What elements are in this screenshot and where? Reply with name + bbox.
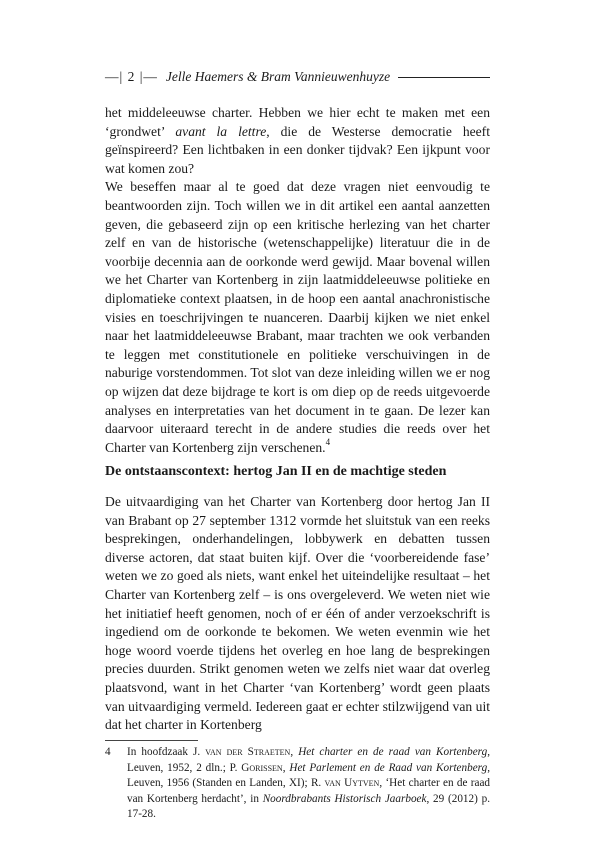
footnote-text bbox=[127, 745, 490, 823]
paragraph-1-italic: avant la lettre bbox=[175, 123, 267, 139]
paragraph-1-text-a: het middeleeuwse charter. Hebben we hier echt te maken met een ‘grondwet’ bbox=[105, 105, 490, 139]
footnote-ref-4[interactable]: 4 bbox=[325, 437, 331, 448]
fn-author-3: R. van Uytven bbox=[310, 777, 380, 789]
fn-author-2: P. Gorissen bbox=[229, 761, 283, 774]
footnote-rule bbox=[105, 740, 198, 741]
fn-title-1: Het charter en de raad van Kortenberg bbox=[298, 746, 488, 758]
page-number: —| 2 |— bbox=[105, 69, 158, 84]
fn-text-6: , ‘Het charter en de raad van Kortenberg herdacht’, in bbox=[127, 777, 491, 805]
fn-title-2: Het Parlement en de Raad van Kortenberg bbox=[289, 761, 488, 774]
intro-text bbox=[105, 104, 490, 457]
header-rule bbox=[398, 77, 490, 78]
footnote-4 bbox=[105, 745, 490, 823]
fn-text-1: In hoofdzaak bbox=[127, 746, 194, 758]
paragraph-1 bbox=[105, 104, 490, 178]
paragraph-1-text-b: , die de Westerse democratie heeft geïnspireerd? Een lichtbaken in een donker tijdvak? Een ijkpunt voor wat komen zou? bbox=[105, 123, 490, 176]
fn-text-2: , bbox=[290, 746, 299, 758]
fn-author-1: J. van der Straeten bbox=[193, 746, 291, 758]
paragraph-2-text: We beseffen maar al te goed dat deze vragen niet eenvoudig te beantwoorden zijn. Toch willen we in dit artikel een aantal aanzetten geven, die gebaseerd zijn op een kritische herlezing van het charter zelf en van de historische (wetenschappelijke) literatuur die in de voorbije decennia aan de oorkonde werd gewijd. Maar bovenal willen we het Charter van Kortenberg in zijn laatmiddeleeuwse politieke en diplomatieke context plaatsen, in de hoop een aantal anachronistische visies en toeschrijvingen te nuanceren. Daarbij kijken we niet enkel naar het laatmiddeleeuwse Brabant, maar trachten we ook verbanden te leggen met constitutionele en politieke verschuivingen in de naburige vorstendommen. Tot slot van deze inleiding willen we er nog op wijzen dat deze bijdrage te kort is om diep op de reeds uitgevoerde analyses en interpretaties van het document in te gaan. De lezer kan daarvoor uiteraard terecht in de andere studies die reeds over het Charter van Kortenberg zijn verschenen. bbox=[105, 179, 490, 455]
fn-title-3: Noordbrabants Historisch Jaarboek bbox=[262, 792, 427, 805]
paragraph-3: De uitvaardiging van het Charter van Kortenberg door hertog Jan II van Brabant op 27 september 1312 vormde het sluitstuk van een reeks besprekingen, onderhandelingen, lobbywerk en debatten tussen diverse actoren, dat staat buiten kijf. Over die ‘voorbereidende fase’ weten we zo goed als niets, want enkel het uiteindelijke resultaat – het Charter van Kortenberg zelf – is ons overgeleverd. We weten niet wie het initiatief heeft genomen, noch of er één of ander verzoekschrift is ingediend om de oorkonde te bekomen. We weten evenmin wie het hoge woord voerde tijdens het overleg en hoe lang de besprekingen precies duurden. Strikt genomen weten we zelfs niet waar dat overleg plaatsvond, want in het Charter ‘van Kortenberg’ wordt geen plaats van uitvaardiging vermeld. Iedereen gaat er echter stilzwijgend van uit dat het charter in Kortenberg bbox=[105, 494, 490, 733]
section-text bbox=[105, 493, 490, 735]
fn-text-5: , Leuven, 1956 (Standen en Landen, XI); bbox=[127, 761, 491, 789]
fn-text-3: , Leuven, 1952, 2 dln.; bbox=[127, 746, 490, 774]
section-heading: De ontstaanscontext: hertog Jan II en de machtige steden bbox=[105, 464, 447, 479]
running-header bbox=[105, 68, 490, 86]
fn-text-4: , bbox=[282, 761, 290, 774]
footnote-number: 4 bbox=[105, 746, 111, 758]
fn-text-7: , 29 (2012) p. 17-28. bbox=[127, 792, 490, 820]
header-authors: Jelle Haemers & Bram Vannieuwenhuyze bbox=[165, 69, 391, 84]
paragraph-2 bbox=[105, 178, 490, 457]
